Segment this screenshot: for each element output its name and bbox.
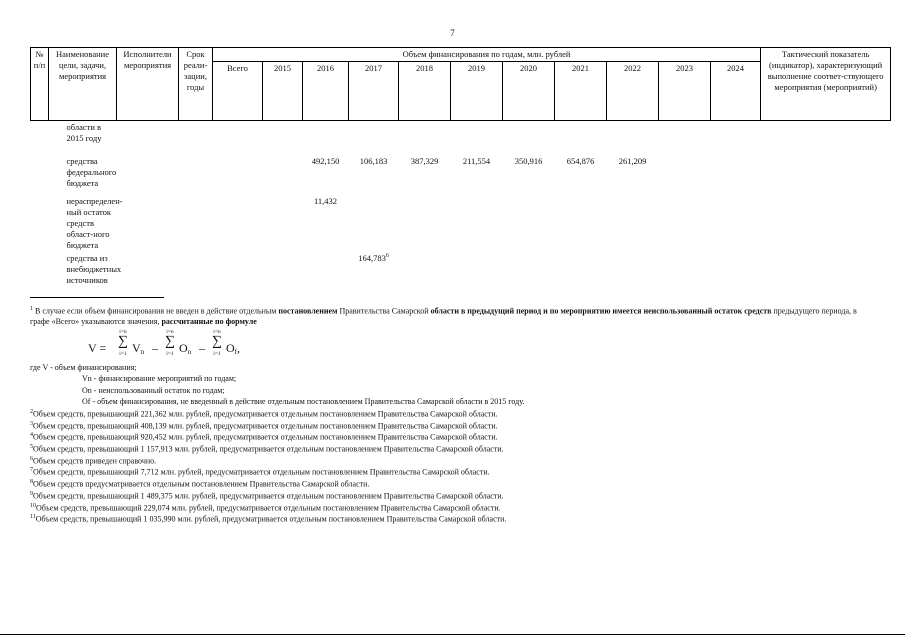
- footnote-text: предыдущего периода, в графе «Всего» указываются значения,: [30, 306, 857, 326]
- sum-lower-limit: i=1: [119, 351, 127, 357]
- footnote-sup: 9: [30, 490, 33, 497]
- funding-value: [607, 155, 659, 195]
- footnote-text: Объем средств предусматривается отдельным постановлением Правительства Самарской области.: [33, 479, 370, 489]
- value-text: 164,783: [358, 252, 386, 263]
- footnote: [30, 408, 506, 420]
- funding-value: [263, 252, 303, 288]
- sigma-icon: ∑: [118, 334, 128, 349]
- empty-cell: [117, 252, 179, 288]
- funding-value: [659, 195, 711, 252]
- sum-lower-limit: i=1: [166, 351, 174, 357]
- value-text: 211,554: [462, 155, 491, 166]
- footnote-sup: 8: [30, 479, 33, 486]
- formula-lhs: V =: [88, 341, 107, 355]
- empty-cell: [117, 195, 179, 252]
- funding-value: [555, 121, 607, 155]
- footnote-text: Объем средств, превышающий 408,139 млн. рублей, предусматривается отдельным постановлением Правительства Самарской области.: [33, 421, 498, 431]
- funding-value: [451, 195, 503, 252]
- funding-value: [303, 155, 349, 195]
- formula-term: $O_n$: [179, 341, 192, 356]
- sum-upper-limit: i=n: [166, 329, 174, 335]
- header-term: Срок реали-зации, годы: [179, 48, 213, 121]
- funding-value: [659, 252, 711, 288]
- formula-minus: –: [199, 341, 205, 355]
- definition-vn: Vn - финансирование мероприятий по годам;: [82, 374, 237, 384]
- sum-symbol: [116, 329, 130, 357]
- funding-value: [503, 195, 555, 252]
- funding-value: [451, 121, 503, 155]
- footnote-sup: 1: [30, 306, 33, 312]
- formula-term: $O_f$,: [226, 341, 241, 356]
- footnote-sup: 7: [30, 467, 33, 474]
- footnotes-list: [30, 408, 506, 525]
- table-row: [31, 155, 891, 195]
- definition-where: где V - объем финансирования;: [30, 363, 137, 372]
- funding-value: [263, 195, 303, 252]
- header-year: 2020: [503, 62, 555, 121]
- funding-value: [555, 252, 607, 288]
- funding-value: [213, 121, 263, 155]
- footnote-text: Объем средств приведен справочно.: [33, 456, 157, 466]
- empty-cell: [31, 252, 49, 288]
- sum-symbol: [163, 329, 177, 357]
- footnote: [30, 490, 506, 502]
- footnote-text: Объем средств, превышающий 1 157,913 млн. рублей, предусматривается отдельным постановлением Правительства Самарской области.: [33, 444, 504, 454]
- header-name: Наименование цели, задачи, мероприятия: [49, 48, 117, 121]
- funding-value: [303, 121, 349, 155]
- empty-cell: [179, 252, 213, 288]
- row-label: области в 2015 году: [66, 122, 102, 144]
- footnote-text: Объем средств, превышающий 1 489,375 млн. рублей, предусматривается отдельным постановлением Правительства Самарской области.: [33, 491, 504, 501]
- formula-definitions: [30, 362, 524, 407]
- value-text: 492,150: [311, 155, 340, 166]
- footnote-text: области в предыдущий период и по мероприятию имеется неиспользованный остаток средств: [430, 306, 772, 316]
- footnote-separator: [30, 297, 164, 298]
- funding-value: [711, 195, 761, 252]
- funding-value: [349, 195, 399, 252]
- footnote: [30, 431, 506, 443]
- sum-lower-limit: i=1: [213, 351, 221, 357]
- page-bottom-border: [0, 634, 905, 635]
- funding-value: [213, 252, 263, 288]
- footnote-text: Объем средств, превышающий 221,362 млн. рублей, предусматривается отдельным постановлением Правительства Самарской области.: [33, 409, 498, 419]
- funding-value: [711, 121, 761, 155]
- sum-upper-limit: i=n: [213, 329, 221, 335]
- funding-value: [659, 121, 711, 155]
- footnote-sup: 5: [30, 444, 33, 451]
- footnote-sup: 10: [30, 502, 36, 509]
- funding-value: [399, 195, 451, 252]
- page-number: 7: [450, 28, 455, 38]
- sum-symbol: [210, 329, 224, 357]
- empty-cell: [117, 121, 179, 155]
- header-year: 2016: [303, 62, 349, 121]
- footnote-sup: 6: [30, 455, 33, 462]
- value-text: 261,209: [618, 155, 647, 166]
- formula-term: $V_n$: [132, 341, 145, 356]
- funding-value: [399, 121, 451, 155]
- funding-value: [607, 121, 659, 155]
- row-label: средства федерального бюджета: [66, 155, 117, 188]
- funding-value: [263, 155, 303, 195]
- funding-value: [349, 121, 399, 155]
- funding-table: [30, 47, 891, 288]
- funding-value: [451, 155, 503, 195]
- footnote-text: Объем средств, превышающий 7,712 млн. рублей, предусматривается отдельным постановлением Правительства Самарской области.: [33, 468, 490, 478]
- funding-value: [607, 195, 659, 252]
- footnote: [30, 420, 506, 432]
- footnote-text: постановлением: [278, 306, 338, 316]
- funding-value: [349, 155, 399, 195]
- funding-value: [349, 252, 399, 288]
- empty-cell: [179, 195, 213, 252]
- value-text: 106,183: [359, 155, 388, 166]
- funding-value: [607, 252, 659, 288]
- footnote: [30, 478, 506, 490]
- header-year: 2024: [711, 62, 761, 121]
- header-num: № п/п: [31, 48, 49, 121]
- funding-value: [503, 121, 555, 155]
- empty-cell: [31, 121, 49, 155]
- sigma-icon: ∑: [165, 334, 175, 349]
- empty-cell: [31, 155, 49, 195]
- header-indicator: Тактический показатель (индикатор), характеризующий выполнение соответ-ствующего мероприятия (мероприятий): [761, 48, 891, 121]
- value-text: 654,876: [566, 155, 595, 166]
- funding-value: [399, 252, 451, 288]
- funding-value: [555, 195, 607, 252]
- header-year: 2017: [349, 62, 399, 121]
- definition-on: On - неиспользованный остаток по годам;: [82, 385, 225, 395]
- header-year: 2022: [607, 62, 659, 121]
- funding-value: [213, 155, 263, 195]
- footnote-sup: 4: [30, 432, 33, 439]
- empty-cell: [117, 155, 179, 195]
- row-label: средства из внебюджетных источников: [66, 252, 122, 285]
- formula-minus: –: [152, 341, 158, 355]
- value-text: 350,916: [514, 155, 543, 166]
- footnote-text: рассчитанные по формуле: [161, 316, 257, 326]
- empty-cell: [179, 155, 213, 195]
- footnote-text: Объем средств, превышающий 229,074 млн. рублей, предусматривается отдельным постановлением Правительства Самарской области.: [36, 503, 501, 513]
- footnote-1: [30, 306, 875, 327]
- funding-value: [451, 252, 503, 288]
- footnote: [30, 502, 506, 514]
- footnote-text: Правительства Самарской: [337, 306, 431, 316]
- footnote: [30, 443, 506, 455]
- value-text: 387,329: [410, 155, 439, 166]
- sum-upper-limit: i=n: [119, 329, 127, 335]
- empty-cell: [761, 155, 891, 195]
- empty-cell: [179, 121, 213, 155]
- funding-value: [303, 252, 349, 288]
- funding-value: [555, 155, 607, 195]
- table-body: [31, 121, 891, 288]
- funding-value: [503, 252, 555, 288]
- header-row-1: [31, 48, 891, 62]
- value-footnote-ref: 6: [385, 252, 389, 259]
- sigma-icon: ∑: [212, 334, 222, 349]
- footnote-sup: 2: [30, 409, 33, 415]
- table-row: [31, 195, 891, 252]
- footnote-sup: 3: [30, 420, 33, 427]
- empty-cell: [761, 252, 891, 288]
- empty-cell: [761, 121, 891, 155]
- header-funding-group: Объем финансирования по годам, млн. рублей: [213, 48, 761, 62]
- funding-value: [711, 252, 761, 288]
- footnote-text: Объем средств, превышающий 920,452 млн. рублей, предусматривается отдельным постановлением Правительства Самарской области.: [33, 433, 498, 443]
- header-total: Всего: [213, 62, 263, 121]
- header-year: 2021: [555, 62, 607, 121]
- row-label: нераспределен-ный остаток средств област-ного бюджета: [66, 195, 123, 250]
- table-row: [31, 252, 891, 288]
- value-text: 11,432: [313, 195, 338, 206]
- table-row: [31, 121, 891, 155]
- footnote: [30, 455, 506, 467]
- funding-value: [303, 195, 349, 252]
- funding-value: [659, 155, 711, 195]
- footnote-sup: 11: [30, 514, 36, 521]
- funding-value: [263, 121, 303, 155]
- header-year: 2015: [263, 62, 303, 121]
- header-year: 2023: [659, 62, 711, 121]
- empty-cell: [31, 195, 49, 252]
- funding-value: [711, 155, 761, 195]
- header-year: 2019: [451, 62, 503, 121]
- header-year: 2018: [399, 62, 451, 121]
- footnote: [30, 466, 506, 478]
- definition-of: Of - объем финансирования, не введенный в действие отдельным постановлением Правительства Самарской области в 2015 году.: [82, 397, 525, 407]
- footnote: [30, 513, 506, 525]
- funding-value: [399, 155, 451, 195]
- footnote-text: В случае если объем финансирования не введен в действие отдельным: [35, 306, 279, 316]
- empty-cell: [761, 195, 891, 252]
- funding-value: [503, 155, 555, 195]
- header-executor: Исполнители мероприятия: [117, 48, 179, 121]
- footnote-text: Объем средств, превышающий 1 035,990 млн. рублей, предусматривается отдельным постановлением Правительства Самарской области.: [35, 514, 507, 524]
- funding-value: [213, 195, 263, 252]
